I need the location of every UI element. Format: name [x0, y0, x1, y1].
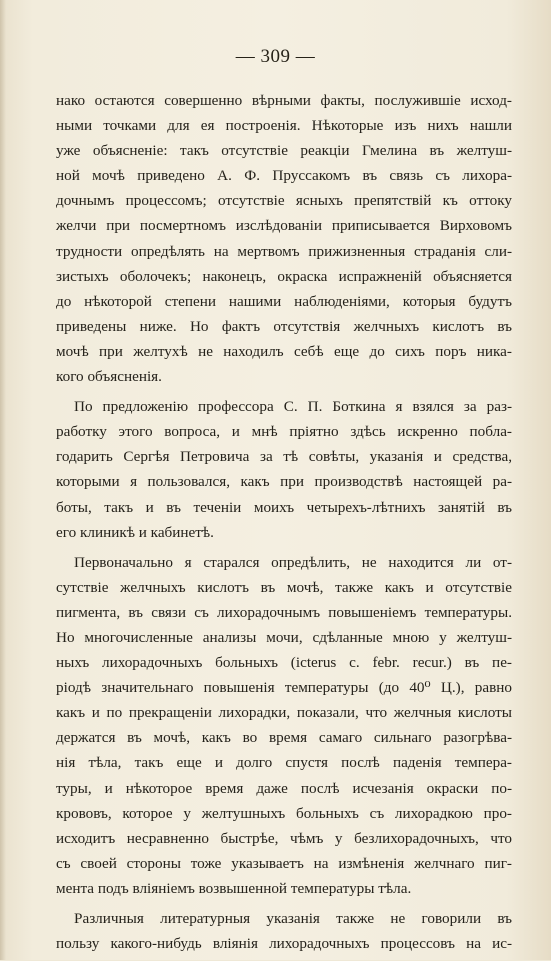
text-line: уже объясненіе: такъ отсутствіе реакціи Гмелина въ желтуш-	[56, 142, 512, 160]
text-line: Первоначально я старался опредѣлить, не находится ли от-	[74, 553, 512, 571]
text-line: работку этого вопроса, и мнѣ пріятно здѣсь искренно побла-	[56, 423, 512, 441]
text-line: его клиникѣ и кабинетѣ.	[56, 523, 214, 541]
text-line: которыми я пользовался, какъ при производствѣ настоящей ра-	[56, 473, 512, 491]
text-line: исходитъ несравненно быстрѣе, чѣмъ у безлихорадочныхъ, что	[56, 829, 512, 847]
text-line: ными точками для ея построенія. Нѣкоторые изъ нихъ нашли	[56, 117, 512, 135]
text-line: ныхъ лихорадочныхъ больныхъ (icterus c. febr. recur.) въ пе-	[56, 654, 512, 672]
text-line: туры, и нѣкоторое время даже послѣ исчезанія окраски по-	[56, 779, 512, 797]
text-line: желчи при посмертномъ изслѣдованіи приписывается Вирховомъ	[56, 217, 512, 235]
paragraph-2	[56, 394, 512, 545]
text-line: нія тѣла, такъ еще и долго спустя послѣ паденія темпера-	[56, 754, 512, 772]
text-line: до нѣкоторой степени нашими наблюденіями, которыя будутъ	[56, 292, 512, 310]
text-line: По предложенію профессора С. П. Боткина я взялся за раз-	[74, 398, 512, 416]
text-line: какъ и по прекращеніи лихорадки, показали, что желчныя кислоты	[56, 704, 512, 722]
text-line: пользу какого-нибудь вліянія лихорадочныхъ процессовъ на ис-	[56, 935, 512, 953]
text-line: держатся въ мочѣ, какъ во время самаго сильнаго разогрѣва-	[56, 729, 512, 747]
text-line: зистыхъ оболочекъ; наконецъ, окраска испражненій объясняется	[56, 267, 512, 285]
page-number: — 309 —	[235, 46, 316, 67]
text-line: мочѣ при желтухѣ не находилъ себѣ еще до сихъ поръ ника-	[56, 342, 512, 360]
text-line: ріодѣ значительнаго повышенія температуры (до 40⁰ Ц.), равно	[56, 679, 512, 697]
text-line: трудности опредѣлять на мертвомъ прижизненныя страданія сли-	[56, 242, 512, 260]
text-line: Но многочисленные анализы мочи, сдѣланные мною у желтуш-	[56, 628, 512, 646]
text-line: годарить Сергѣя Петровича за тѣ совѣты, указанія и средства,	[56, 448, 512, 466]
text-line: кого объясненія.	[56, 368, 162, 386]
text-line: нако остаются совершенно вѣрными факты, послужившіе исход-	[56, 92, 512, 109]
paragraph-4	[56, 906, 512, 956]
text-line: сутствіе желчныхъ кислотъ въ мочѣ, также какъ и отсутствіе	[56, 578, 512, 596]
text-line: пигмента, въ связи съ лихорадочнымъ повышеніемъ температуры.	[56, 603, 512, 621]
text-line: Различныя литературныя указанія также не говорили въ	[74, 910, 512, 927]
paragraph-3	[56, 550, 512, 901]
text-line: боты, такъ и въ теченіи моихъ четырехъ-лѣтнихъ занятій въ	[56, 498, 512, 516]
text-line: мента подъ вліяніемъ возвышенной температуры тѣла.	[56, 879, 412, 897]
text-line: крововъ, которое у желтушныхъ больныхъ съ лихорадкою про-	[56, 804, 512, 822]
text-line: приведены ниже. Но фактъ отсутствія желчныхъ кислотъ въ	[56, 317, 512, 335]
body-text	[56, 88, 512, 961]
page-edge-shadow	[0, 0, 6, 960]
text-line: ной мочѣ приведено А. Ф. Пруссакомъ въ связь съ лихора-	[56, 167, 512, 185]
text-line: дочнымъ процессомъ; отсутствіе ясныхъ препятствій къ оттоку	[56, 192, 512, 210]
paragraph-1	[56, 88, 512, 389]
text-line: съ своей стороны тоже указываетъ на измѣненія желчнаго пиг-	[56, 854, 512, 872]
